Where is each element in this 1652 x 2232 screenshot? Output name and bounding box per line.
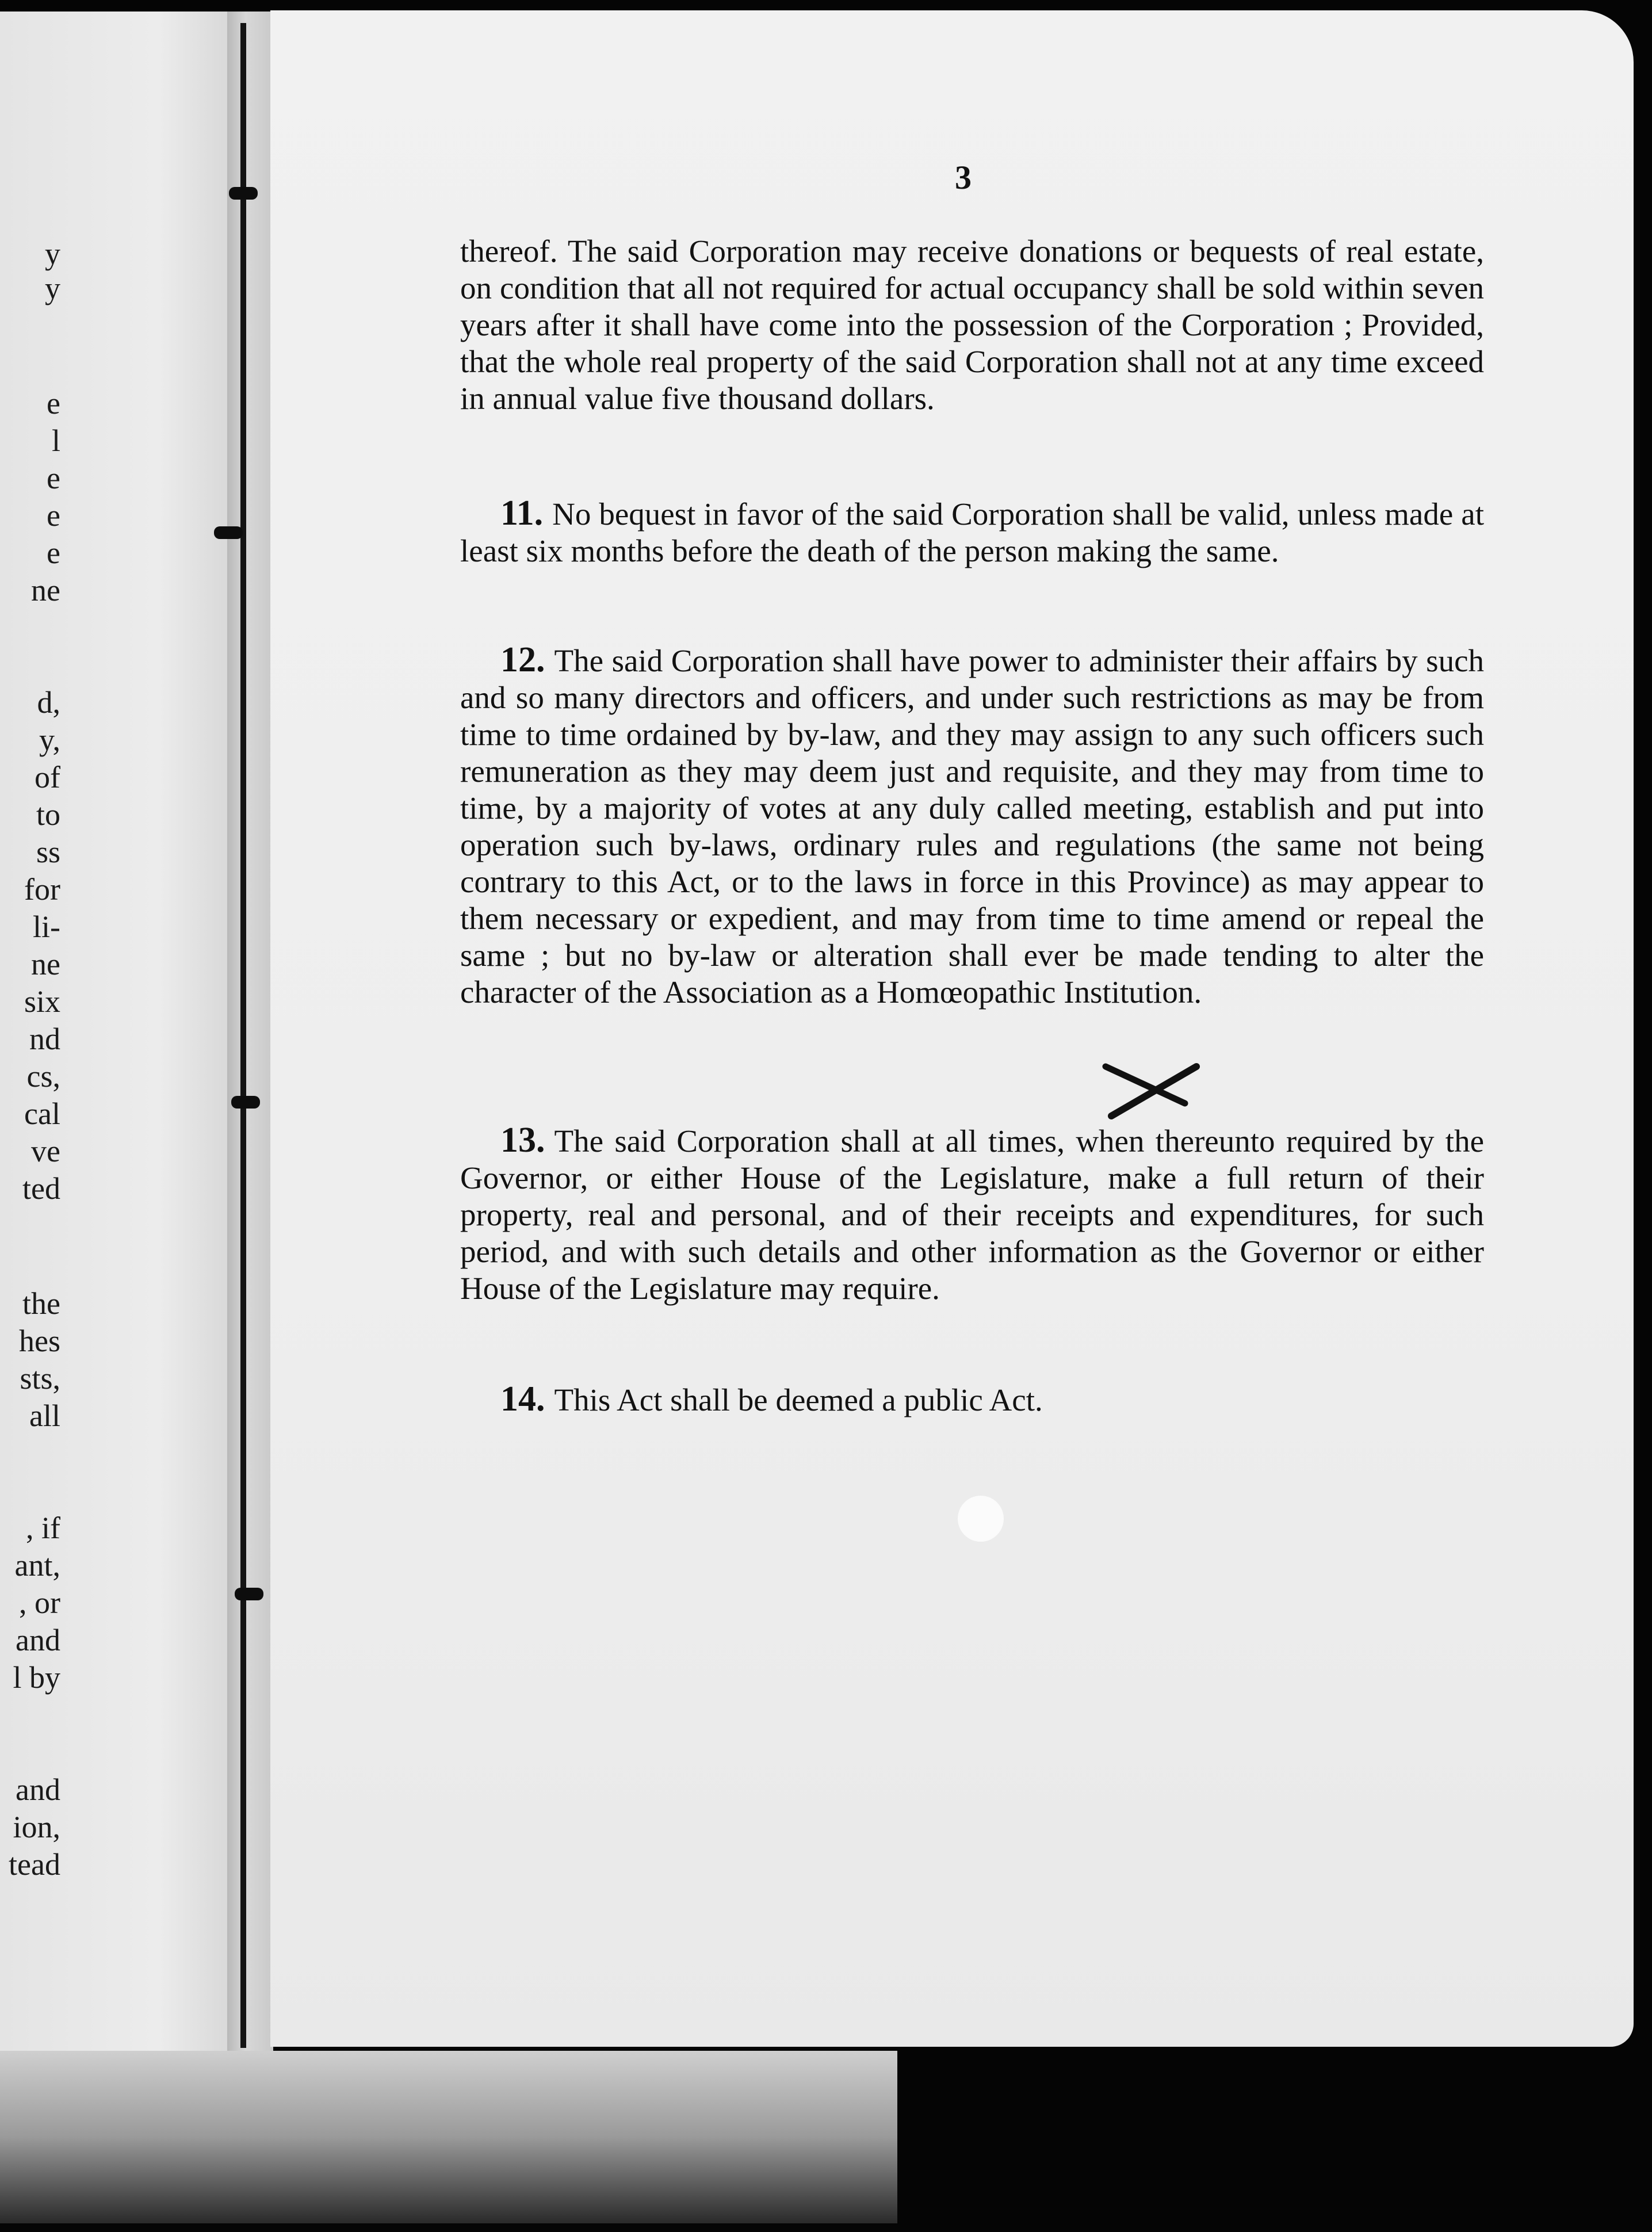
left-fragment: for [24, 872, 60, 907]
left-fragment: six [24, 984, 60, 1019]
left-fragment: ion, [13, 1810, 60, 1844]
left-fragment: hes [19, 1324, 60, 1358]
left-fragment: ve [31, 1134, 60, 1168]
binding-knot [229, 187, 258, 200]
left-fragment: ne [31, 573, 60, 607]
left-fragment: e [47, 498, 60, 533]
page-number: 3 [955, 159, 972, 196]
left-fragment: ted [22, 1171, 60, 1206]
section-13 [460, 1122, 1484, 1307]
left-fragment: e [47, 536, 60, 570]
section-text: No bequest in favor of the said Corporation shall be valid, unless made at least six months before the death of the person making the same. [460, 496, 1484, 568]
left-fragment: d, [37, 685, 60, 720]
section-text: This Act shall be deemed a public Act. [554, 1382, 1043, 1417]
left-fragment: of [35, 760, 60, 794]
paper-blot [958, 1496, 1004, 1542]
left-fragment: , or [19, 1585, 60, 1620]
left-facing-page [0, 12, 227, 2051]
left-fragment: the [22, 1286, 60, 1321]
left-fragment: sts, [20, 1361, 60, 1396]
left-fragment: and [16, 1623, 60, 1657]
left-fragment: ne [31, 947, 60, 981]
section-continuation [460, 233, 1484, 417]
section-text: The said Corporation shall at all times, when thereunto required by the Governor, or either House of the Legislature, make a full return of their property, real and personal, and of their receipts and expenditures, for such period, and with such details and other information as the Governor or either House of the Legislature may require. [460, 1123, 1484, 1306]
left-fragment: y [45, 236, 60, 271]
binding-knot [214, 526, 243, 539]
left-fragment: ss [36, 835, 60, 869]
left-fragment: , if [26, 1511, 60, 1545]
left-fragment: l by [13, 1660, 60, 1695]
left-fragment: y [45, 271, 60, 305]
left-fragment: y, [39, 723, 60, 757]
left-fragment: and [16, 1772, 60, 1807]
left-fragment: l [51, 423, 60, 458]
left-fragment: to [36, 797, 60, 832]
section-number: 11. [500, 494, 544, 533]
left-fragment: nd [29, 1022, 60, 1056]
left-page-text-fragments [0, 12, 227, 2051]
binding-knot [235, 1588, 263, 1600]
section-12 [460, 641, 1484, 1011]
section-number: 14. [500, 1379, 545, 1419]
binding-knot [231, 1096, 260, 1109]
handwritten-x-mark [1099, 1058, 1208, 1122]
left-fragment: tead [9, 1847, 60, 1882]
section-number: 13. [500, 1121, 545, 1160]
left-fragment: all [29, 1398, 60, 1433]
left-fragment: e [47, 461, 60, 495]
left-fragment: e [47, 386, 60, 421]
section-text: thereof. The said Corporation may receive donations or bequests of real estate, on condition that all not required for actual occupancy shall be sold within seven years after it shall have come into the possession of the Corporation ; Provided, that the whole real property of the said Corporation shall not at any time exceed in annual value five thousand dollars. [460, 234, 1484, 416]
left-fragment: cs, [26, 1059, 60, 1094]
book-gutter [227, 12, 273, 2051]
left-fragment: cal [24, 1096, 60, 1131]
page-stack-edge [0, 2051, 897, 2223]
section-text: The said Corporation shall have power to administer their affairs by such and so many directors and officers, and under such restrictions as may be from time to time ordained by by-law, and they may assign to any such officers such remuneration as they may deem just and requisite, and they may from time to time, by a majority of votes at any duly called meeting, establish and put into operation such by-laws, ordinary rules and regulations (the same not being contrary to this Act, or to the laws in force in this Province) as may appear to them necessary or expedient, and may from time to time amend or repeal the same ; but no by-law or alteration shall ever be made tending to alter the character of the Association as a Homœopathic Institution. [460, 643, 1484, 1010]
section-14 [460, 1381, 1484, 1419]
section-11 [460, 495, 1484, 570]
left-fragment: ant, [14, 1548, 60, 1583]
binding-stitch [240, 23, 246, 2048]
section-number: 12. [500, 640, 545, 679]
left-fragment: li- [33, 909, 60, 944]
